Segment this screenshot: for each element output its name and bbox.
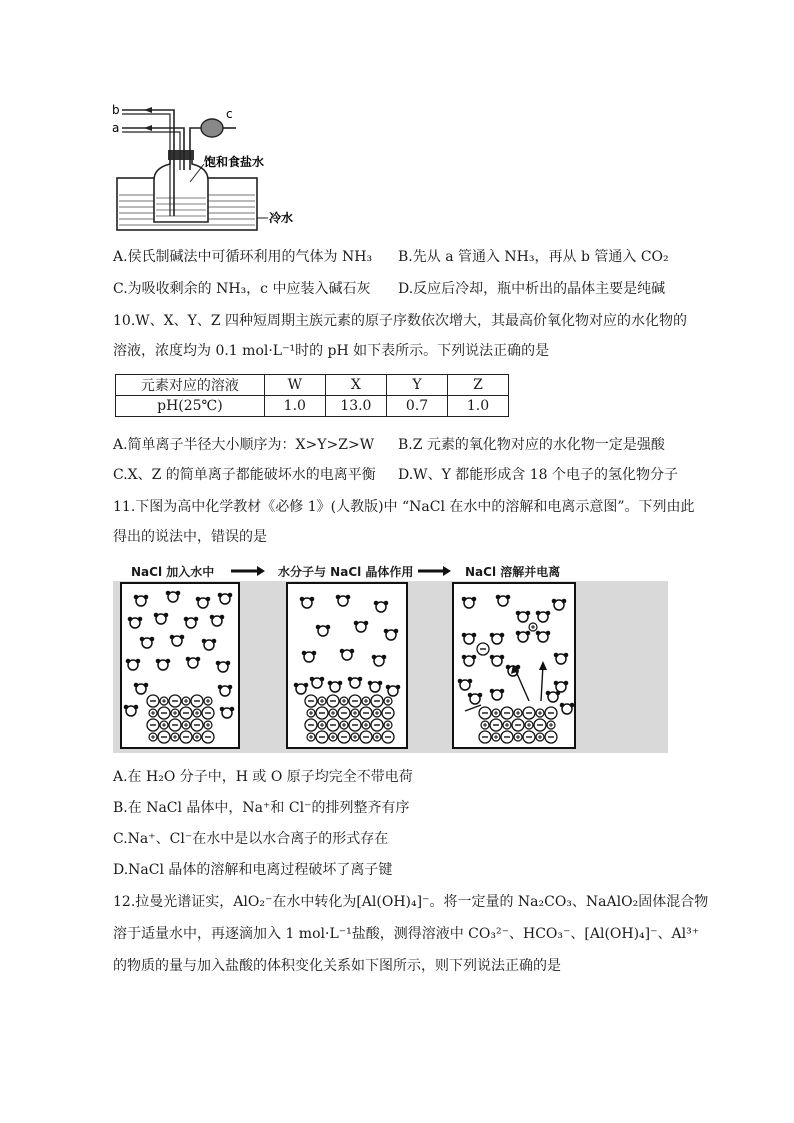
- ph-table-cell: pH(25℃): [116, 396, 265, 417]
- q11-option-a: A.在 H₂O 分子中，H 或 O 原子均完全不带电荷: [113, 769, 413, 785]
- q11-stem-line2: 得出的说法中，错误的是: [113, 529, 267, 545]
- label-c: c: [226, 107, 233, 121]
- ph-table-cell: 0.7: [387, 396, 448, 417]
- ph-table-header-row: [116, 375, 509, 396]
- q11-option-b: B.在 NaCl 晶体中，Na⁺和 Cl⁻的排列整齐有序: [113, 800, 410, 816]
- q11-stem-line1: 11.下图为高中化学教材《必修 1》(人教版)中 “NaCl 在水中的溶解和电离示意图”。下列由此: [113, 499, 695, 515]
- label-brine: 饱和食盐水: [204, 155, 265, 169]
- q12-stem-line1: 12.拉曼光谱证实，AlO₂⁻在水中转化为[Al(OH)₄]⁻。将一定量的 Na₂CO₃、NaAlO₂固体混合物: [113, 894, 709, 910]
- q9-option-d: D.反应后冷却，瓶中析出的晶体主要是纯碱: [398, 281, 666, 297]
- q11-option-d: D.NaCl 晶体的溶解和电离过程破坏了离子键: [113, 862, 393, 878]
- gas-bottle-apparatus-figure: [112, 98, 302, 234]
- ph-table-header-cell: 元素对应的溶液: [116, 375, 265, 396]
- q10-option-b: B.Z 元素的氧化物对应的水化物一定是强酸: [398, 437, 665, 453]
- q12-stem-line2: 溶于适量水中，再逐滴加入 1 mol·L⁻¹盐酸，测得溶液中 CO₃²⁻、HCO₃⁻、[Al(OH)₄]⁻、Al³⁺: [113, 926, 700, 942]
- ph-table-header-cell: W: [264, 375, 325, 396]
- ph-table-header-cell: Z: [447, 375, 508, 396]
- nacl-dissolution-figure: [113, 561, 668, 753]
- q10-stem-line2: 溶液，浓度均为 0.1 mol·L⁻¹时的 pH 如下表所示。下列说法正确的是: [113, 343, 550, 359]
- ph-table-cell: 1.0: [447, 396, 508, 417]
- drying-bulb: [201, 119, 223, 137]
- label-a: a: [112, 121, 120, 135]
- panel1-caption: NaCl 加入水中: [131, 565, 215, 579]
- gas-bottle: [154, 158, 208, 222]
- q11-option-c: C.Na⁺、Cl⁻在水中是以水合离子的形式存在: [113, 831, 389, 847]
- q10-option-d: D.W、Y 都能形成含 18 个电子的氢化物分子: [398, 467, 678, 483]
- q9-option-b: B.先从 a 管通入 NH₃，再从 b 管通入 CO₂: [398, 249, 669, 265]
- q10-option-a: A.简单离子半径大小顺序为：X>Y>Z>W: [113, 437, 375, 453]
- label-cold-water: 冷水: [269, 211, 294, 225]
- ph-table: [115, 374, 509, 417]
- q9-option-c: C.为吸收剩余的 NH₃，c 中应装入碱石灰: [113, 281, 371, 297]
- q10-stem-line1: 10.W、X、Y、Z 四种短周期主族元素的原子序数依次增大，其最高价氧化物对应的水化物的: [113, 313, 688, 329]
- label-b: b: [112, 103, 120, 117]
- ph-table-cell: 13.0: [325, 396, 386, 417]
- ph-table-header-cell: Y: [387, 375, 448, 396]
- panel2-caption: 水分子与 NaCl 晶体作用: [278, 565, 414, 579]
- q9-option-a: A.侯氏制碱法中可循环利用的气体为 NH₃: [113, 249, 373, 265]
- q10-option-c: C.X、Z 的简单离子都能破坏水的电离平衡: [113, 467, 376, 483]
- ph-table-header-cell: X: [325, 375, 386, 396]
- q12-stem-line3: 的物质的量与加入盐酸的体积变化关系如下图所示，则下列说法正确的是: [113, 958, 561, 974]
- panel3-caption: NaCl 溶解并电离: [465, 565, 561, 579]
- ph-table-value-row: [116, 396, 509, 417]
- nacl-panels-svg: [113, 561, 668, 753]
- ph-table-cell: 1.0: [264, 396, 325, 417]
